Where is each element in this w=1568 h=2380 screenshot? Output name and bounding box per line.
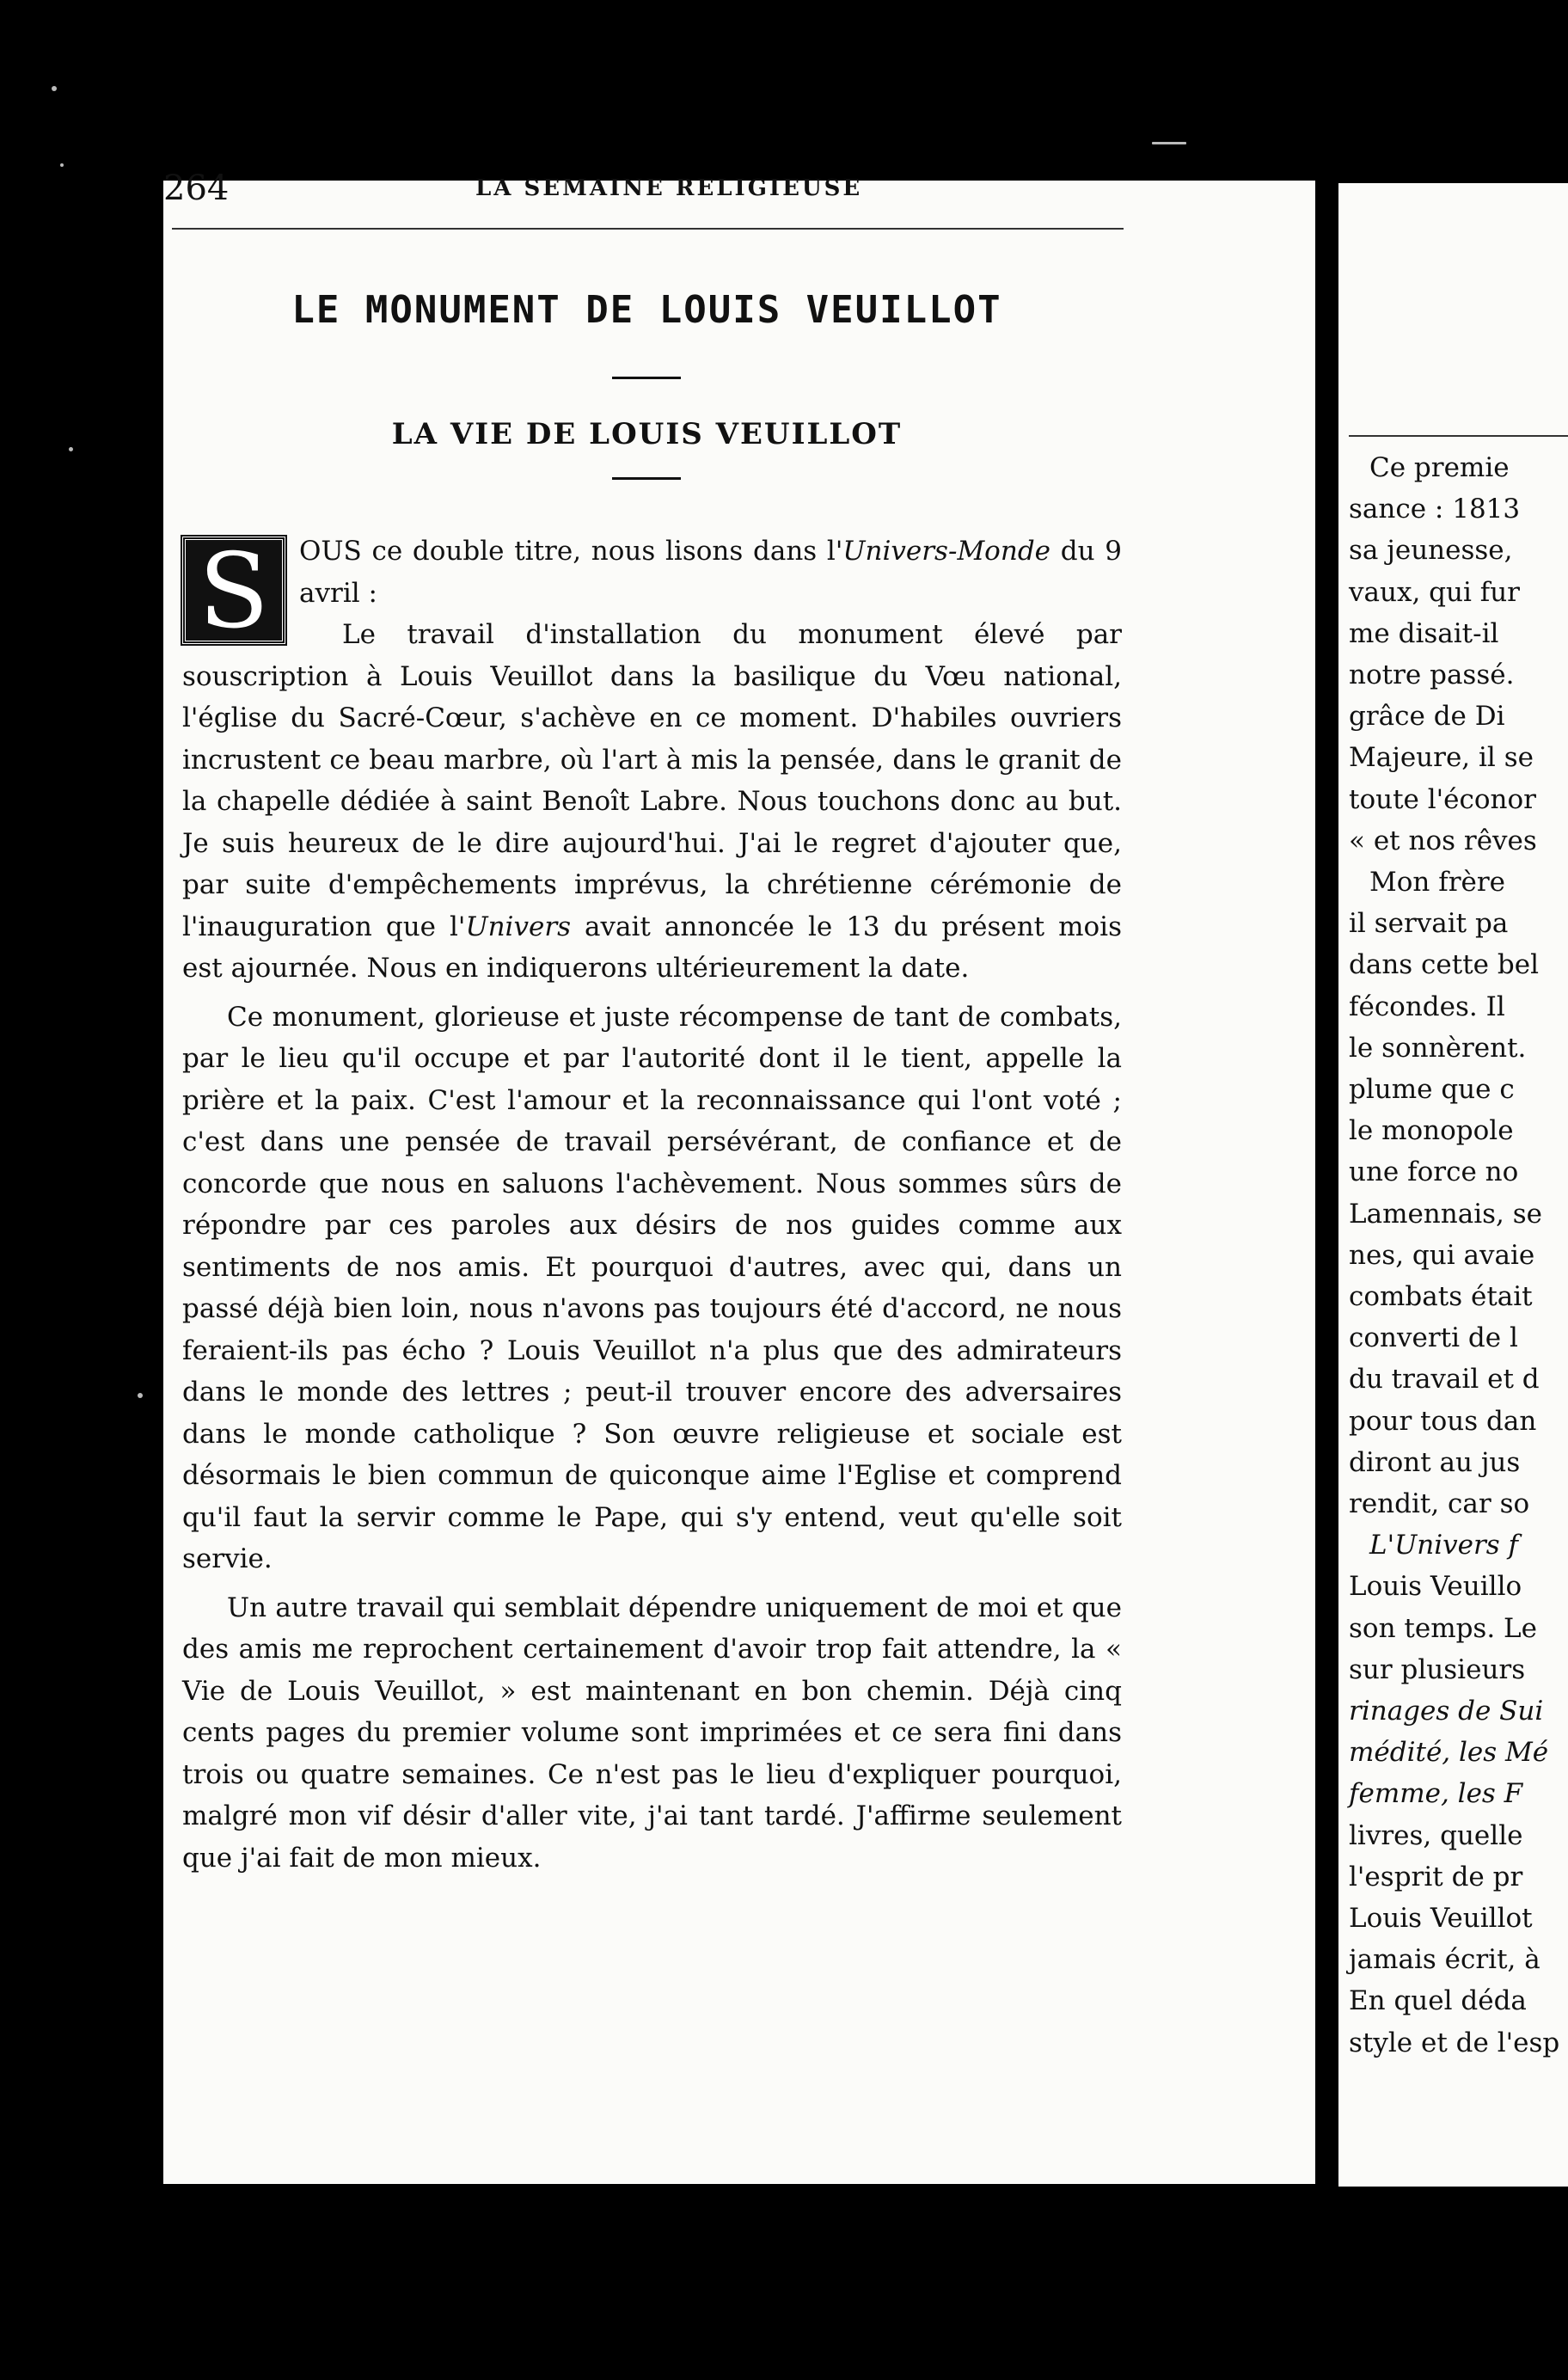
right-page-line: le sonnèrent. [1349, 1032, 1527, 1064]
ornamental-drop-cap: S [182, 537, 285, 644]
scan-speck [60, 163, 64, 167]
page-number: 264 [163, 169, 230, 208]
right-page-line: sa jeunesse, [1349, 535, 1513, 567]
right-page-line: médité, les Mé [1349, 1737, 1549, 1769]
right-page-line: rinages de Sui [1349, 1696, 1544, 1727]
right-page-line: En quel déda [1349, 1985, 1527, 2017]
right-page-line: l'esprit de pr [1349, 1861, 1523, 1892]
right-page-line: « et nos rêves [1349, 825, 1537, 856]
right-page-line: notre passé. [1349, 659, 1515, 690]
paragraph: Ce monument, glorieuse et juste récompense de tant de combats, par le lieu qu'il occupe et par l'autorité dont il le tient, appelle la prière et la paix. C'est l'amour et la reconnaissance qui l'ont voté ; c'est dans une pensée de travail persévérant, de confiance et de concorde que nous en saluons l'achèvement. Nous sommes sûrs de répondre par ces paroles aux désirs de nos guides comme aux sentiments de nos amis. Et pourquoi d'autres, avec qui, dans un passé déjà bien loin, nous n'avons pas toujours été d'accord, ne nous feraient-ils pas écho ? Louis Veuillot n'a plus que des admirateurs dans le monde des lettres ; peut-il trouver encore des adversaires dans le monde catholique ? Son œuvre religieuse et sociale est désormais le bien commun de quiconque aime l'Eglise et comprend qu'il faut la servir comme le Pape, qui s'y entend, veut qu'elle soit servie. [182, 1001, 1122, 1574]
right-page-line: dans cette bel [1349, 949, 1539, 981]
right-page-line: toute l'éconor [1349, 783, 1536, 815]
paragraph [182, 531, 1122, 990]
right-page-line: nes, qui avaie [1349, 1239, 1535, 1271]
article-body [182, 531, 1122, 1879]
right-page-line: diront au jus [1349, 1446, 1521, 1478]
paragraph: Un autre travail qui semblait dépendre uniquement de moi et que des amis me reprochent certainement d'avoir trop fait attendre, la « Vie de Louis Veuillot, » est maintenant en bon chemin. Déjà cinq cents pages du premier volume sont imprimées et ce sera fini dans trois ou quatre semaines. Ce n'est pas le lieu d'expliquer pourquoi, malgré mon vif désir d'aller vite, j'ai tant tardé. J'affirme seulement que j'ai fait de mon mieux. [182, 1592, 1122, 1874]
right-page-line: rendit, car so [1349, 1488, 1530, 1519]
paragraph-text-italic: Univers [465, 911, 572, 942]
scan-speck [69, 447, 73, 451]
right-page-line: il servait pa [1349, 908, 1509, 940]
header-rule [1349, 435, 1568, 437]
right-page-line: style et de l'esp [1349, 2027, 1560, 2058]
right-page [1338, 183, 1568, 2187]
article-title: LE MONUMENT DE LOUIS VEUILLOT [291, 288, 1002, 332]
right-page-line: vaux, qui fur [1349, 576, 1520, 608]
right-page-line: fécondes. Il [1349, 991, 1505, 1022]
right-page-line: sance : 1813 [1349, 494, 1521, 525]
right-page-line: du travail et d [1349, 1364, 1540, 1395]
right-page-line: pour tous dan [1349, 1405, 1537, 1437]
right-page-line: grâce de Di [1349, 701, 1505, 733]
right-page-line: converti de l [1349, 1322, 1518, 1354]
right-page-line: femme, les F [1349, 1778, 1523, 1810]
right-page-line: me disait-il [1349, 617, 1499, 649]
paragraph-lead: OUS ce double titre, nous lisons dans l' [299, 536, 843, 567]
right-page-line: plume que c [1349, 1074, 1515, 1105]
right-page-line: Ce premie [1369, 452, 1510, 483]
scan-speck [52, 86, 57, 91]
paragraph-lead-tail: du 9 avril : [299, 536, 1122, 609]
scan-speck [1152, 142, 1186, 144]
running-title: LA SEMAINE RELIGIEUSE [475, 175, 863, 201]
right-page-line: Lamennais, se [1349, 1198, 1543, 1230]
paragraph-text: avait annoncée le 13 du présent mois est ajournée. Nous en indiquerons ultérieurement la date. [182, 911, 1122, 984]
right-page-line: Mon frère [1369, 867, 1506, 898]
paragraph-lead-italic: Univers-Monde [842, 536, 1051, 567]
right-page-line: une force no [1349, 1156, 1519, 1188]
right-page-line: Louis Veuillot [1349, 1903, 1533, 1934]
right-page-line: combats était [1349, 1281, 1533, 1312]
paragraph-text: Le travail d'installation du monument élevé par souscription à Louis Veuillot dans la basilique du Vœu national, l'église du Sacré-Cœur, s'achève en ce moment. D'habiles ouvriers incrustent ce beau marbre, où l'art à mis la pensée, dans le granit de la chapelle dédiée à saint Benoît Labre. Nous touchons donc au but. Je suis heureux de le dire aujourd'hui. J'ai le regret d'ajouter que, par suite d'empêchements imprévus, la chrétienne cérémonie de l'inauguration que l' [182, 619, 1122, 942]
right-page-line: L'Univers f [1369, 1530, 1519, 1561]
right-page-line: jamais écrit, à [1349, 1944, 1540, 1976]
title-divider [612, 377, 681, 379]
header-rule [172, 228, 1124, 230]
right-page-line: Majeure, il se [1349, 742, 1534, 774]
subtitle-divider [612, 477, 681, 480]
right-page-line: le monopole [1349, 1115, 1514, 1147]
right-page-line: sur plusieurs [1349, 1653, 1526, 1685]
right-page-line: Louis Veuillo [1349, 1571, 1522, 1603]
scan-speck [138, 1393, 143, 1398]
right-page-line: son temps. Le [1349, 1612, 1537, 1644]
right-page-line: livres, quelle [1349, 1819, 1523, 1851]
article-subtitle: LA VIE DE LOUIS VEUILLOT [391, 417, 903, 451]
